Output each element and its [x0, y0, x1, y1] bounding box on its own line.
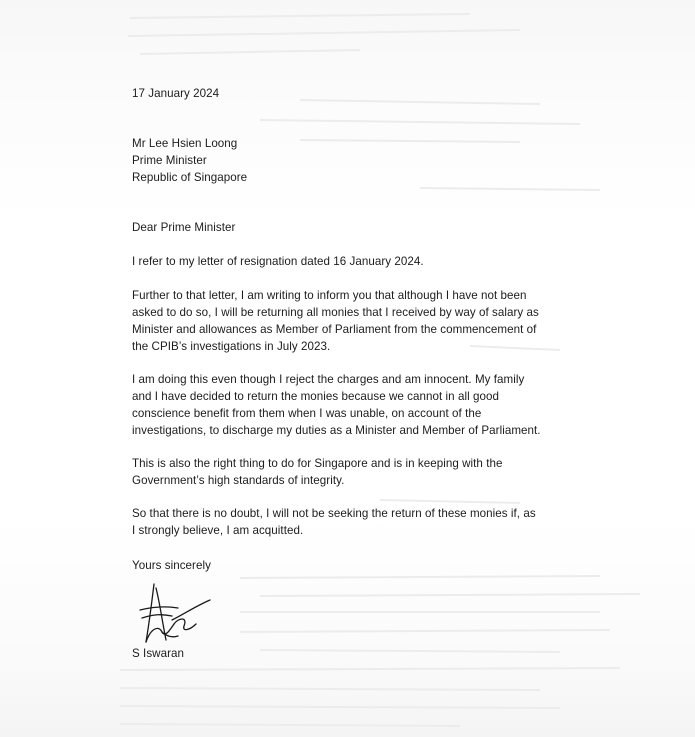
recipient-office: Republic of Singapore — [132, 171, 248, 184]
paragraph-5 — [132, 506, 632, 540]
paragraph-line: and I have decided to return the monies because we cannot in all good — [132, 389, 499, 403]
signatory-name: S Iswaran — [132, 647, 184, 660]
paragraph-line: Minister and allowances as Member of Parliament from the commencement of — [132, 322, 537, 336]
paragraph-line: investigations, to discharge my duties as a Minister and Member of Parliament. — [132, 423, 541, 437]
paragraph-line: conscience benefit from them when I was unable, on account of the — [132, 406, 482, 420]
paragraph-line: So that there is no doubt, I will not be seeking the return of these monies if, as — [132, 507, 536, 520]
paragraph-line: I refer to my letter of resignation dated 16 January 2024. — [132, 255, 424, 268]
paragraph-1 — [132, 254, 632, 271]
paragraph-line: This is also the right thing to do for Singapore and is in keeping with the — [132, 457, 503, 470]
paragraph-3 — [132, 372, 632, 440]
letter-date: 17 January 2024 — [132, 87, 220, 100]
paragraph-line: Further to that letter, I am writing to inform you that although I have not been — [132, 289, 527, 302]
paragraph-line: I strongly believe, I am acquitted. — [132, 523, 304, 537]
handwritten-signature — [132, 580, 222, 650]
recipient-title: Prime Minister — [132, 154, 207, 167]
salutation: Dear Prime Minister — [132, 221, 236, 234]
recipient-name: Mr Lee Hsien Loong — [132, 137, 238, 150]
paragraph-2 — [132, 288, 632, 356]
paragraph-line: asked to do so, I will be returning all monies that I received by way of salary as — [132, 305, 539, 319]
paragraph-4 — [132, 456, 632, 490]
paragraph-line: I am doing this even though I reject the charges and am innocent. My family — [132, 373, 525, 386]
paragraph-line: the CPIB’s investigations in July 2023. — [132, 339, 331, 353]
paragraph-line: Government’s high standards of integrity. — [132, 473, 345, 487]
closing: Yours sincerely — [132, 559, 211, 572]
